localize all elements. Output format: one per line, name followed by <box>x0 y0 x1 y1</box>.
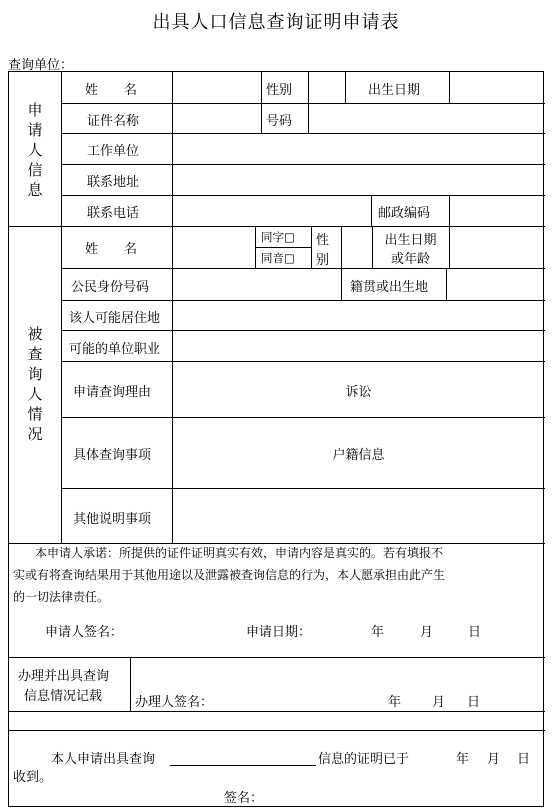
same-char-label: 同字□ <box>261 230 295 244</box>
section-line <box>9 226 545 227</box>
applicant-signature-label: 申请人签名： <box>45 625 124 640</box>
col-line <box>449 72 450 103</box>
col-line <box>308 72 309 133</box>
receipt-year: 年 <box>456 752 470 767</box>
receipt-day: 日 <box>517 752 531 767</box>
subject-birth-or-age-label-1: 出生日期 <box>384 233 437 248</box>
applicant-section-label: 申 请 人 信 息 <box>27 101 43 199</box>
receipt-month: 月 <box>487 752 501 767</box>
processing-year: 年 <box>388 695 402 710</box>
checkbox-icon[interactable]: □ <box>284 251 295 265</box>
checkbox-icon[interactable]: □ <box>284 230 295 244</box>
subject-name-label: 姓 名 <box>85 242 138 257</box>
row-line <box>61 361 545 362</box>
row-line <box>61 417 545 418</box>
applicant-id-number-label: 号码 <box>266 114 293 129</box>
processing-label-1: 办理并出具查询 <box>18 669 110 684</box>
application-year: 年 <box>371 625 385 640</box>
row-line <box>61 195 545 196</box>
processing-day: 日 <box>467 695 481 710</box>
col-line <box>311 226 312 268</box>
col-line <box>449 226 450 268</box>
processing-month: 月 <box>432 695 446 710</box>
row-line <box>61 488 545 489</box>
section-line <box>9 657 545 658</box>
col-line <box>172 72 173 543</box>
row-line <box>61 330 545 331</box>
subject-residence-label: 该人可能居住地 <box>69 311 161 326</box>
query-unit-label: 查询单位： <box>8 58 74 73</box>
subject-job-label: 可能的单位职业 <box>69 342 161 357</box>
details-value: 户籍信息 <box>332 448 385 463</box>
applicant-birthdate-label: 出生日期 <box>368 83 421 98</box>
col-line <box>446 268 447 300</box>
row-line <box>61 268 545 269</box>
application-month: 月 <box>420 625 434 640</box>
col-line <box>130 657 131 711</box>
row-line <box>61 103 545 104</box>
row-line <box>255 247 311 248</box>
subject-native-place-label: 籍贯或出生地 <box>350 280 429 295</box>
col-line <box>345 72 346 103</box>
page-title: 出具人口信息查询证明申请表 <box>152 12 400 33</box>
applicant-gender-label: 性别 <box>266 83 293 98</box>
subject-birth-or-age-label-2: 或年龄 <box>390 252 430 267</box>
col-line <box>449 195 450 226</box>
pledge-line-3: 的一切法律责任。 <box>13 590 110 604</box>
section-line <box>9 711 545 712</box>
applicant-id-type-label: 证件名称 <box>87 114 140 129</box>
application-day: 日 <box>468 625 482 640</box>
applicant-phone-label: 联系电话 <box>87 206 140 221</box>
receipt-blank-line[interactable] <box>170 765 316 766</box>
receipt-text-c: 收到。 <box>13 770 53 785</box>
processing-label-2: 信息情况记载 <box>24 689 103 704</box>
pledge-line-2: 实或有将查询结果用于其他用途以及泄露被查询信息的行为，本人愿承担由此产生 <box>13 568 446 582</box>
row-line <box>61 300 545 301</box>
handler-signature-label: 办理人签名： <box>135 695 214 710</box>
same-sound-label: 同音□ <box>261 251 295 265</box>
applicant-name-label: 姓 名 <box>85 83 138 98</box>
subject-gender-label-1: 性 <box>316 233 330 248</box>
section-line <box>9 730 545 731</box>
application-date-label: 申请日期： <box>246 625 312 640</box>
applicant-work-unit-label: 工作单位 <box>87 144 140 159</box>
receipt-text-b: 信息的证明已于 <box>318 752 410 767</box>
col-line <box>341 268 342 300</box>
pledge-line-1: 本申请人承诺：所提供的证件证明真实有效，申请内容是真实的。若有填报不 <box>35 546 444 560</box>
row-line <box>61 133 545 134</box>
col-line <box>61 72 62 543</box>
receipt-text-a: 本人申请出具查询 <box>51 752 156 767</box>
subject-section-label: 被 查 询 人 情 况 <box>27 325 43 443</box>
col-line <box>371 195 372 226</box>
reason-value: 诉讼 <box>345 385 372 400</box>
row-line <box>61 164 545 165</box>
col-line <box>261 72 262 133</box>
reason-label: 申请查询理由 <box>73 385 152 400</box>
applicant-address-label: 联系地址 <box>87 175 140 190</box>
applicant-postcode-label: 邮政编码 <box>378 206 431 221</box>
col-line <box>341 226 342 268</box>
notes-label: 其他说明事项 <box>73 512 152 527</box>
receipt-signature-label: 签名： <box>224 791 264 806</box>
subject-id-number-label: 公民身份号码 <box>71 280 150 295</box>
col-line <box>255 226 256 268</box>
details-label: 具体查询事项 <box>73 448 152 463</box>
application-form-table <box>8 71 544 807</box>
subject-gender-label-2: 别 <box>316 253 330 268</box>
